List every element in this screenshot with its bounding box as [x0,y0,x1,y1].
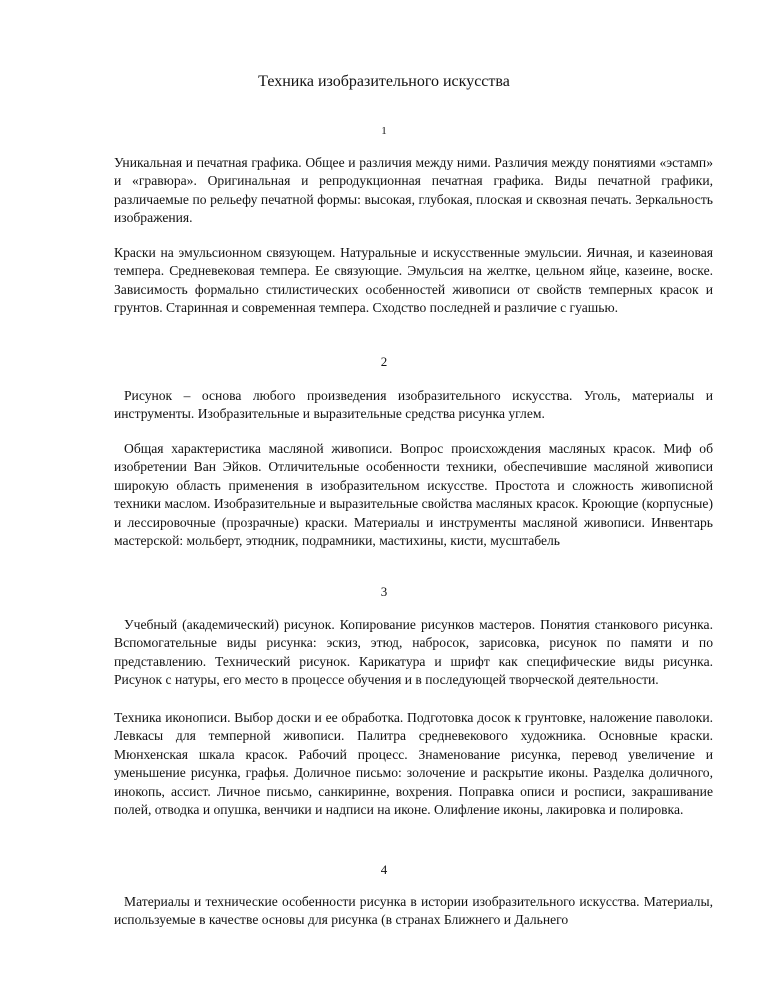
section-4-paragraph-1: Материалы и технические особенности рисунка в истории изобразительного искусства. Материалы, используемые в качестве основы для рисунка (в странах Ближнего и Дальнего [114,894,713,928]
section-number-1: 1 [381,125,387,137]
section-1-paragraph-1: Уникальная и печатная графика. Общее и различия между ними. Различия между понятиями «эстамп» и «гравюра». Оригинальная и репродукционная печатная графика. Виды печатной графики, различаемые по рельефу печатной формы: высокая, глубокая, плоская и сквозная печать. Зеркальность изображения. [114,155,713,226]
section-number-4: 4 [380,862,388,877]
document-title: Техника изобразительного искусства [258,73,510,90]
section-1-paragraph-2: Краски на эмульсионном связующем. Натуральные и искусственные эмульсии. Яичная, и казеиновая темпера. Средневековая темпера. Ее связующие. Эмульсия на желтке, цельном яйце, казеине, воске. Зависимость формально стилистических особенностей живописи от свойств темперных красок и грунтов. Старинная и современная темпера. Сходство последней и различие с гуашью. [114,245,713,316]
section-number-2: 2 [380,354,388,369]
section-2-paragraph-1: Рисунок – основа любого произведения изобразительного искусства. Уголь, материалы и инструменты. Изобразительные и выразительные средства рисунка углем. [114,388,713,422]
section-number-3: 3 [380,584,388,599]
section-2-paragraph-2: Общая характеристика масляной живописи. Вопрос происхождения масляных красок. Миф об изобретении Ван Эйков. Отличительные особенности техники, обеспечившие масляной живописи широкую область применения в изобразительном искусстве. Простота и сложность живописной техники маслом. Изобразительные и выразительные свойства масляных красок. Кроющие (корпусные) и лессировочные (прозрачные) краски. Материалы и инструменты масляной живописи. Инвентарь мастерской: мольберт, этюдник, подрамники, мастихины, кисти, мусштабель [114,441,713,549]
section-3-paragraph-2: Техника иконописи. Выбор доски и ее обработка. Подготовка досок к грунтовке, наложение паволоки. Левкасы для темперной живописи. Палитра средневекового художника. Основные краски. Мюнхенская шкала красок. Рабочий процесс. Знаменование рисунка, перевод увеличение и уменьшение рисунка, графья. Доличное письмо: золочение и раскрытие иконы. Разделка доличного, инокопь, ассист. Личное письмо, санкиринне, вохрения. Поправка описи и росписи, закрашивание полей, отводка и опушка, венчики и надписи на иконе. Олифление иконы, лакировка и полировка. [114,710,713,818]
section-3-paragraph-1: Учебный (академический) рисунок. Копирование рисунков мастеров. Понятия станкового рисунка. Вспомогательные виды рисунка: эскиз, этюд, набросок, зарисовка, рисунок по памяти и по представлению. Технический рисунок. Карикатура и шрифт как специфические виды рисунка. Рисунок с натуры, его место в процессе обучения и в последующей творческой деятельности. [114,617,713,688]
